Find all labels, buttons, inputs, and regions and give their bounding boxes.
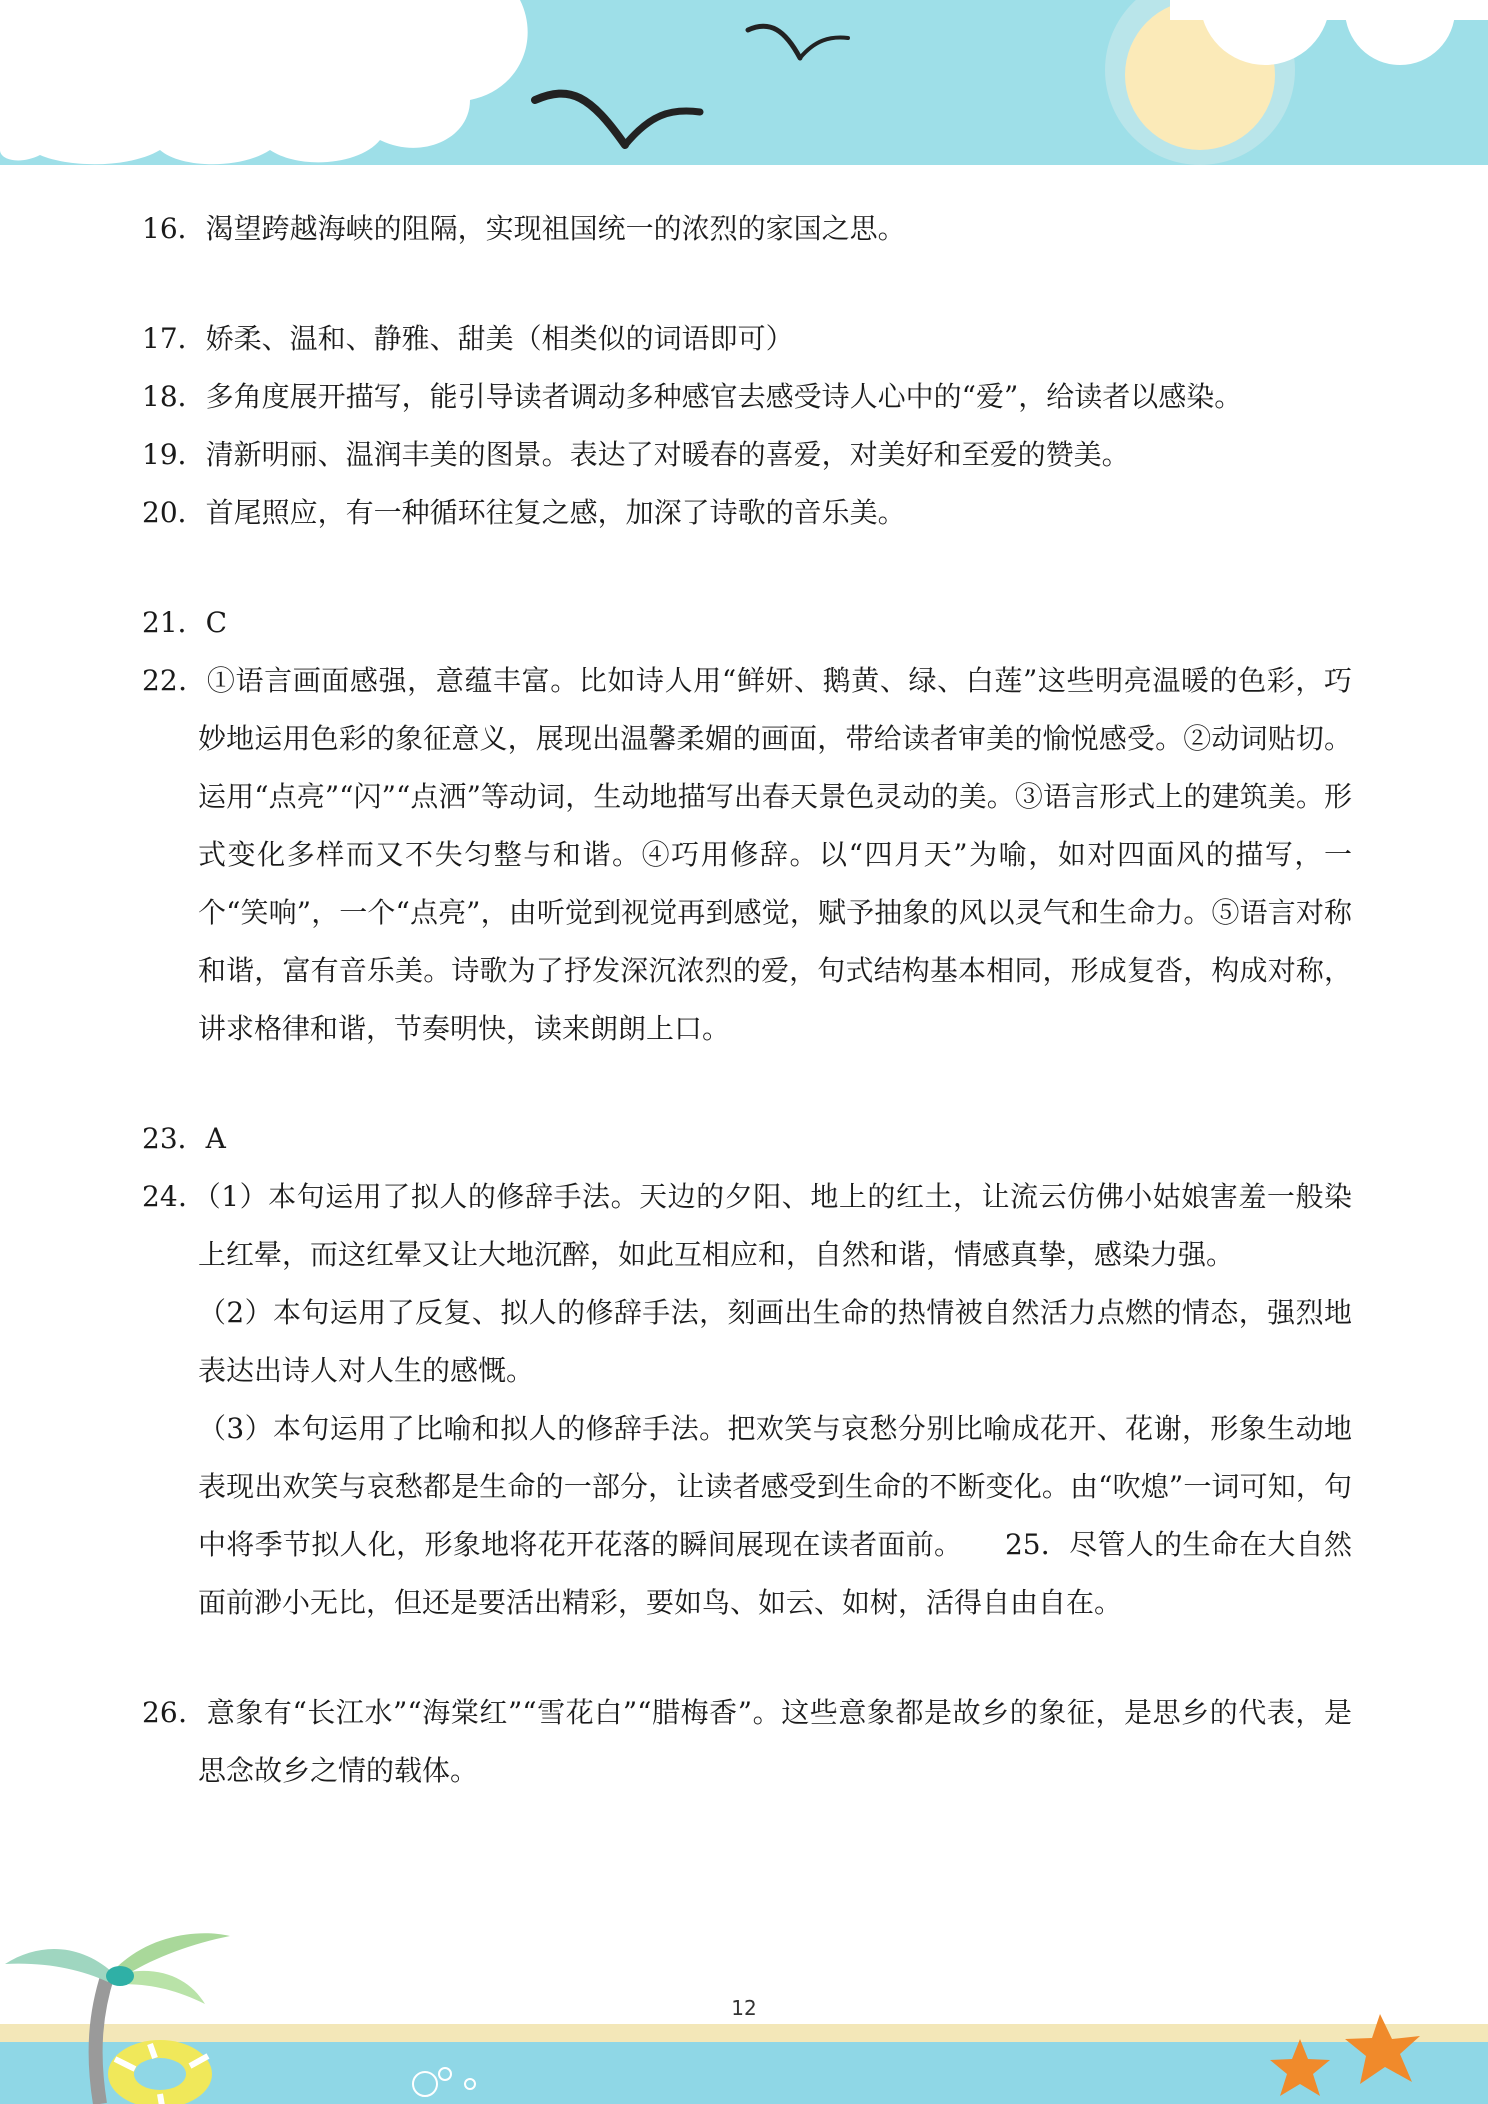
- answer-23: 23．A: [142, 1122, 226, 1155]
- header-banner: [0, 0, 1488, 170]
- answer-24-part-3: （3）本句运用了比喻和拟人的修辞手法。把欢笑与哀愁分别比喻成花开、花谢，形象生动地表现出欢笑与哀愁都是生命的一部分，让读者感受到生命的不断变化。由“吹熄”一词可知，句中将季节拟人化，形象地将花开花落的瞬间展现在读者面前。 25．尽管人的生命在大自然面前渺小无比，但还是要活出精彩，要如鸟、如云、如树，活得自由自在。: [198, 1412, 1352, 1619]
- answer-24-part-1: 24．（1）本句运用了拟人的修辞手法。天边的夕阳、地上的红土，让流云仿佛小姑娘害羞一般染上红晕，而这红晕又让大地沉醉，如此互相应和，自然和谐，情感真挚，感染力强。: [142, 1180, 1352, 1271]
- answer-20: 20．首尾照应，有一种循环往复之感，加深了诗歌的音乐美。: [142, 496, 906, 529]
- answer-18: 18．多角度展开描写，能引导读者调动多种感官去感受诗人心中的“爱”，给读者以感染。: [142, 380, 1243, 413]
- sand-strip: [0, 2024, 1488, 2044]
- page-number: 12: [731, 1996, 757, 2020]
- answer-24-part-2: （2）本句运用了反复、拟人的修辞手法，刻画出生命的热情被自然活力点燃的情态，强烈地表达出诗人对人生的感慨。: [198, 1296, 1352, 1387]
- answer-17: 17．娇柔、温和、静雅、甜美（相类似的词语即可）: [142, 322, 794, 355]
- answer-16: 16．渴望跨越海峡的阻隔，实现祖国统一的浓烈的家国之思。: [142, 212, 906, 245]
- answer-22: 22．①语言画面感强，意蕴丰富。比如诗人用“鲜妍、鹅黄、绿、白莲”这些明亮温暖的色彩，巧妙地运用色彩的象征意义，展现出温馨柔媚的画面，带给读者审美的愉悦感受。②动词贴切。运用“点亮”“闪”“点洒”等动词，生动地描写出春天景色灵动的美。③语言形式上的建筑美。形式变化多样而又不失匀整与和谐。④巧用修辞。以“四月天”为喻，如对四面风的描写，一个“笑响”，一个“点亮”，由听觉到视觉再到感觉，赋予抽象的风以灵气和生命力。⑤语言对称和谐，富有音乐美。诗歌为了抒发深沉浓烈的爱，句式结构基本相同，形成复沓，构成对称，讲求格律和谐，节奏明快，读来朗朗上口。: [142, 664, 1352, 1045]
- answer-21: 21．C: [142, 606, 228, 639]
- answer-19: 19．清新明丽、温润丰美的图景。表达了对暖春的喜爱，对美好和至爱的赞美。: [142, 438, 1130, 471]
- answer-26: 26．意象有“长江水”“海棠红”“雪花白”“腊梅香”。这些意象都是故乡的象征，是思乡的代表，是思念故乡之情的载体。: [142, 1696, 1352, 1787]
- footer-banner: [0, 1924, 1488, 2104]
- sea-strip: [0, 2042, 1488, 2104]
- answer-list: [142, 200, 1352, 1800]
